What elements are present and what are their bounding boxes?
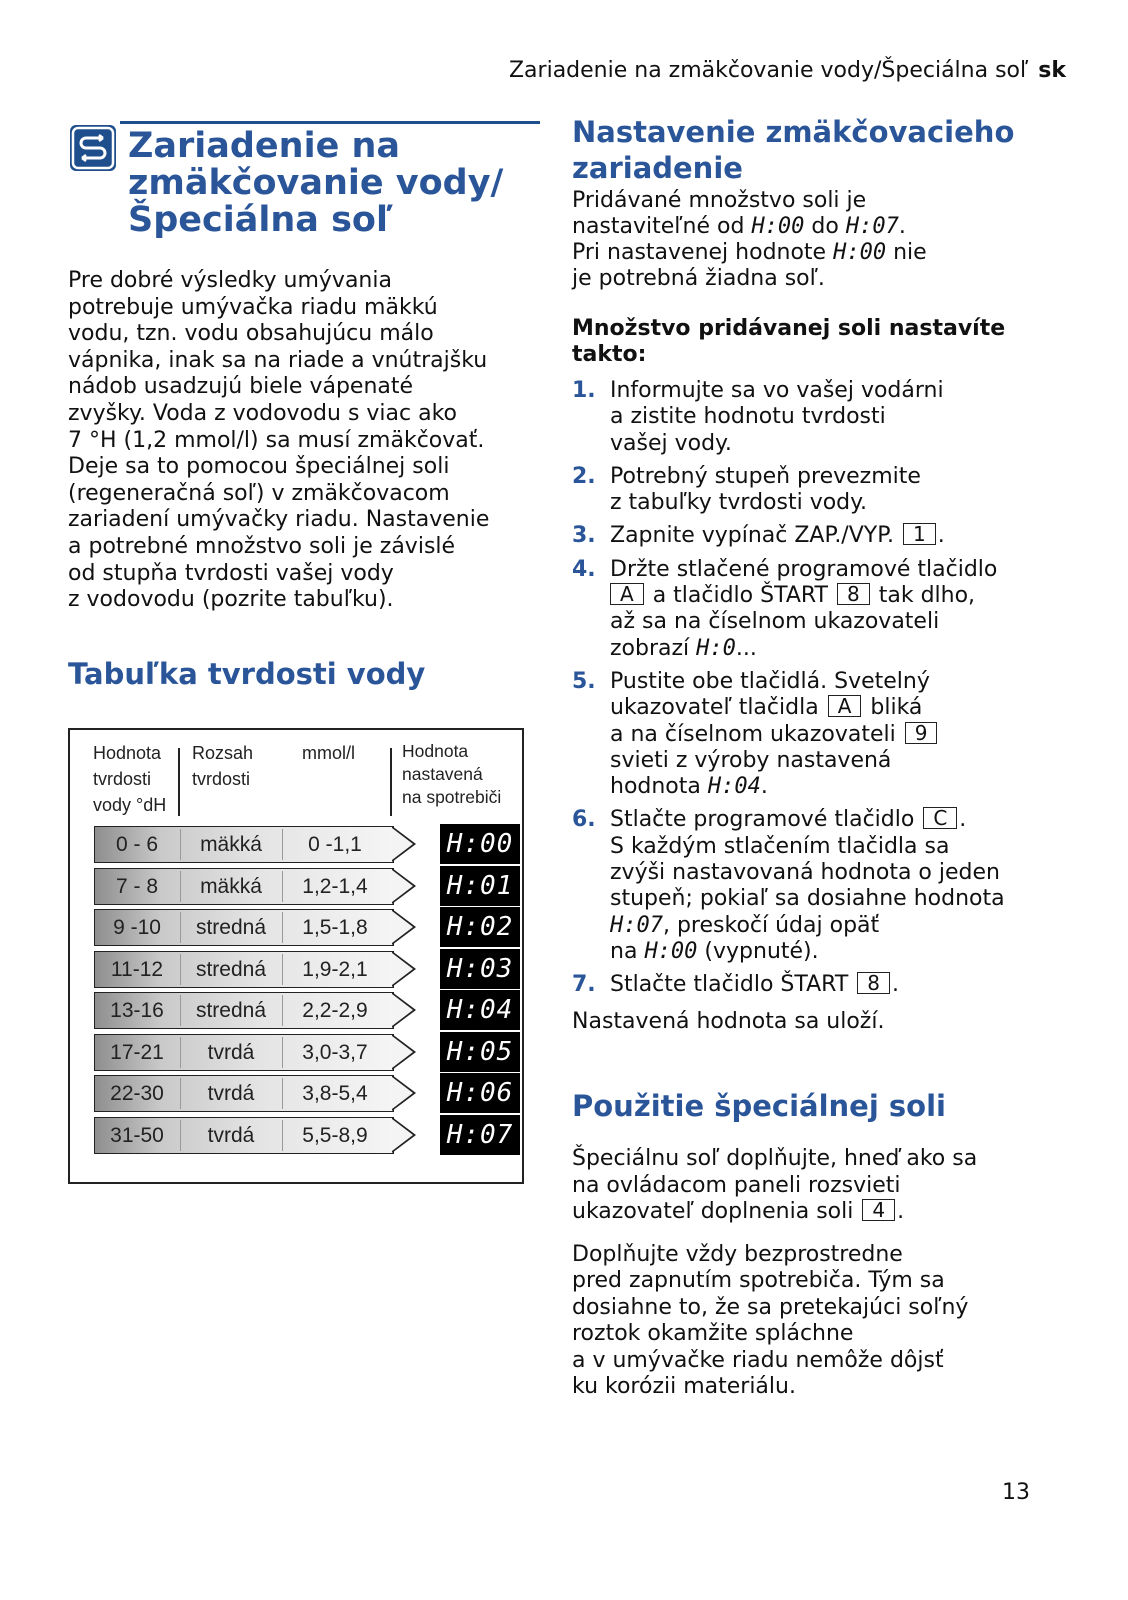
title-line: zariadenie bbox=[572, 151, 743, 185]
text-line: pred zapnutím spotrebiča. Tým sa bbox=[572, 1268, 945, 1294]
key-ref: A bbox=[610, 583, 644, 605]
text-line: H:07, preskočí údaj opäť bbox=[610, 912, 880, 938]
key-ref: 8 bbox=[837, 583, 870, 605]
cell-setting-display: H:07 bbox=[440, 1115, 520, 1155]
cell-dh: 31-50 bbox=[110, 1123, 164, 1147]
display-value: H:00 bbox=[644, 938, 698, 964]
cell-setting-display: H:06 bbox=[440, 1073, 520, 1113]
text-line: potrebuje umývačka riadu mäkkú bbox=[68, 294, 438, 320]
text-line: S každým stlačením tlačidla sa bbox=[610, 833, 950, 859]
table-row bbox=[94, 868, 514, 905]
cell-dh: 22-30 bbox=[110, 1082, 164, 1105]
salt-paragraph-2 bbox=[572, 1242, 1052, 1400]
table-row bbox=[94, 1117, 514, 1154]
cell-setting-display: H:04 bbox=[440, 990, 520, 1030]
text-line: a na číselnom ukazovateli 9 bbox=[610, 722, 1052, 748]
text-line: je potrebná žiadna soľ. bbox=[572, 266, 825, 291]
text-line: Informujte sa vo vašej vodárni bbox=[610, 378, 944, 403]
cell-setting-display: H:02 bbox=[440, 907, 520, 947]
title-line: Špeciálna soľ bbox=[128, 200, 393, 240]
saved-note: Nastavená hodnota sa uloží. bbox=[572, 1008, 885, 1034]
step-number: 1. bbox=[572, 378, 596, 403]
header-section: Zariadenie na zmäkčovanie vody/Špeciálna soľ bbox=[508, 58, 1029, 83]
key-ref: C bbox=[923, 807, 957, 829]
table-row bbox=[94, 951, 514, 988]
cell-mmol: 1,2-1,4 bbox=[302, 874, 368, 898]
text-line: a zistite hodnotu tvrdosti bbox=[610, 404, 886, 430]
cell-dh: 9 -10 bbox=[113, 916, 161, 939]
intro-paragraph bbox=[68, 268, 548, 614]
text-line: Stlačte tlačidlo ŠTART 8 . bbox=[610, 971, 899, 998]
key-ref: 1 bbox=[903, 523, 936, 545]
salt-title: Použitie špeciálnej soli bbox=[572, 1089, 946, 1123]
table-row bbox=[94, 1034, 514, 1071]
display-value: H:00 bbox=[833, 240, 887, 265]
cell-mmol: 1,5-1,8 bbox=[302, 916, 368, 939]
text-line: Stlačte programové tlačidlo C . bbox=[610, 806, 967, 833]
cell-setting-display: H:03 bbox=[440, 949, 520, 989]
header-divider bbox=[178, 748, 180, 816]
text-line: z tabuľky tvrdosti vody. bbox=[610, 490, 868, 516]
step-number: 6. bbox=[572, 807, 596, 833]
step-number: 7. bbox=[572, 972, 596, 998]
text-line: Držte stlačené programové tlačidlo bbox=[610, 556, 998, 582]
text-line: na ovládacom paneli rozsvieti bbox=[572, 1172, 901, 1198]
text-line: nastaviteľné od H:00 do H:07. bbox=[572, 214, 906, 239]
step-item bbox=[572, 378, 1052, 457]
text-line: zvyšky. Voda z vodovodu s viac ako bbox=[68, 400, 457, 426]
text-line: vodu, tzn. vodu obsahujúcu málo bbox=[68, 321, 434, 347]
header-range bbox=[192, 740, 253, 792]
cell-range: stredná bbox=[195, 916, 267, 939]
table-title: Tabuľka tvrdosti vody bbox=[68, 657, 426, 691]
text-line: Potrebný stupeň prevezmite bbox=[610, 463, 921, 489]
cell-setting-display: H:05 bbox=[440, 1032, 520, 1072]
header-lang: sk bbox=[1038, 58, 1066, 83]
step-item bbox=[572, 523, 1052, 549]
running-header bbox=[509, 58, 1066, 83]
setting-paragraph bbox=[572, 188, 1052, 292]
softener-icon bbox=[70, 125, 116, 171]
step-number: 4. bbox=[572, 556, 596, 582]
text-line: nádob usadzujú biele vápenaté bbox=[68, 374, 414, 400]
header-line: Rozsah bbox=[192, 743, 254, 763]
display-value: H:07 bbox=[845, 214, 899, 239]
cell-mmol: 3,8-5,4 bbox=[302, 1082, 368, 1105]
header-line: tvrdosti bbox=[93, 769, 152, 789]
header-line: tvrdosti bbox=[192, 769, 251, 789]
table-row bbox=[94, 826, 514, 863]
cell-mmol: 3,0-3,7 bbox=[302, 1040, 368, 1064]
text-line: ukazovateľ tlačidla A bliká bbox=[610, 694, 923, 721]
steps-list bbox=[572, 378, 1052, 1035]
text-line: zariadení umývačky riadu. Nastavenie bbox=[68, 507, 490, 533]
title-rule bbox=[120, 121, 540, 124]
text-line: dosiahne to, že sa pretekajúci soľný bbox=[572, 1294, 969, 1320]
cell-range: stredná bbox=[195, 957, 267, 981]
page-number: 13 bbox=[1002, 1480, 1030, 1505]
title-line: zmäkčovanie vody/ bbox=[128, 163, 504, 203]
key-ref: 4 bbox=[862, 1199, 895, 1221]
header-line: nastavená bbox=[402, 764, 483, 784]
display-value: H:07 bbox=[610, 912, 663, 938]
cell-mmol: 1,9-2,1 bbox=[302, 957, 368, 981]
text-line: Pustite obe tlačidlá. Svetelný bbox=[610, 668, 930, 694]
header-setting bbox=[402, 740, 501, 809]
cell-dh: 17-21 bbox=[110, 1040, 164, 1064]
step-item bbox=[572, 464, 1052, 517]
cell-mmol: 2,2-2,9 bbox=[302, 999, 368, 1022]
text-line: na H:00 (vypnuté). bbox=[610, 938, 819, 964]
text-line: z vodovodu (pozrite tabuľku). bbox=[68, 587, 394, 613]
cell-mmol: 5,5-8,9 bbox=[302, 1123, 368, 1147]
display-value: H:04 bbox=[707, 774, 761, 800]
text-line: Deje sa to pomocou špeciálnej soli bbox=[68, 454, 450, 480]
cell-dh: 13-16 bbox=[110, 999, 164, 1022]
text-line: (regeneračná soľ) v zmäkčovacom bbox=[68, 480, 450, 506]
cell-mmol: 0 -1,1 bbox=[308, 833, 362, 856]
key-ref: 8 bbox=[857, 972, 890, 994]
cell-range: mäkká bbox=[200, 874, 262, 898]
key-ref: 9 bbox=[905, 722, 938, 744]
text-line: Špeciálnu soľ doplňujte, hneď ako sa bbox=[572, 1146, 978, 1171]
header-line: Hodnota bbox=[93, 743, 162, 763]
text-line: stupeň; pokiaľ sa dosiahne hodnota bbox=[610, 886, 1005, 912]
text-line: Zapnite vypínač ZAP./VYP. 1 . bbox=[610, 522, 945, 549]
hardness-table bbox=[68, 728, 524, 1184]
cell-setting-display: H:01 bbox=[440, 866, 520, 906]
step-item bbox=[572, 669, 1052, 800]
text-line: Pridávané množstvo soli je bbox=[572, 188, 867, 213]
cell-setting-display: H:00 bbox=[440, 824, 520, 864]
header-line: Hodnota bbox=[402, 741, 469, 761]
step-item bbox=[572, 557, 1052, 662]
cell-dh: 7 - 8 bbox=[115, 874, 159, 898]
text-line: zvýši nastavovaná hodnota o jeden bbox=[610, 860, 1000, 886]
text-line: Pre dobré výsledky umývania bbox=[68, 268, 392, 293]
header-line: mmol/l bbox=[302, 743, 355, 763]
text-line: ku korózii materiálu. bbox=[572, 1374, 796, 1400]
display-value: H:0 bbox=[696, 635, 736, 661]
header-mmol bbox=[302, 740, 355, 766]
text-line: Doplňujte vždy bezprostredne bbox=[572, 1242, 903, 1267]
steps-heading bbox=[572, 316, 1052, 368]
key-ref: A bbox=[828, 695, 862, 717]
setting-title bbox=[572, 114, 1072, 186]
text-line: a v umývačke riadu nemôže dôjsť bbox=[572, 1347, 944, 1373]
header-dh bbox=[93, 740, 166, 818]
text-line: roztok okamžite spláchne bbox=[572, 1321, 854, 1347]
table-row bbox=[94, 909, 514, 946]
text-line: A a tlačidlo ŠTART 8 tak dlho, bbox=[610, 583, 1052, 609]
header-divider bbox=[390, 748, 392, 816]
cell-range: mäkká bbox=[200, 833, 262, 856]
text-line: vápnika, inak sa na riade a vnútrajšku bbox=[68, 347, 488, 373]
step-number: 2. bbox=[572, 463, 596, 489]
text-line: od stupňa tvrdosti vašej vody bbox=[68, 560, 394, 586]
step-item bbox=[572, 972, 1052, 998]
text-line: ukazovateľ doplnenia soli 4 . bbox=[572, 1198, 905, 1224]
salt-paragraph-1 bbox=[572, 1146, 1052, 1226]
cell-dh: 11-12 bbox=[110, 957, 164, 981]
cell-range: stredná bbox=[195, 999, 267, 1022]
text-line: 7 °H (1,2 mmol/l) sa musí zmäkčovať. bbox=[68, 427, 485, 453]
step-number: 5. bbox=[572, 668, 596, 694]
cell-range: tvrdá bbox=[207, 1082, 255, 1105]
text-line: takto: bbox=[572, 342, 647, 367]
cell-range: tvrdá bbox=[207, 1123, 255, 1147]
text-line: Množstvo pridávanej soli nastavíte bbox=[572, 316, 1006, 341]
display-value: H:00 bbox=[751, 214, 805, 239]
header-line: vody °dH bbox=[93, 795, 167, 815]
step-number: 3. bbox=[572, 523, 596, 549]
text-line: Pri nastavenej hodnote H:00 nie bbox=[572, 240, 927, 265]
step-item bbox=[572, 807, 1052, 965]
header-line: na spotrebiči bbox=[402, 787, 502, 807]
page-title bbox=[128, 128, 548, 239]
table-row bbox=[94, 992, 514, 1029]
text-line: vašej vody. bbox=[610, 430, 732, 456]
text-line: zobrazí H:0... bbox=[610, 635, 757, 661]
cell-range: tvrdá bbox=[207, 1040, 255, 1064]
cell-dh: 0 - 6 bbox=[115, 833, 159, 856]
table-row bbox=[94, 1075, 514, 1112]
title-line: Zariadenie na bbox=[128, 126, 401, 166]
title-line: Nastavenie zmäkčovacieho bbox=[572, 115, 1015, 149]
text-line: a potrebné množstvo soli je závislé bbox=[68, 533, 456, 559]
text-line: svieti z výroby nastavená bbox=[610, 747, 892, 773]
text-line: hodnota H:04. bbox=[610, 774, 768, 800]
text-line: až sa na číselnom ukazovateli bbox=[610, 609, 940, 635]
